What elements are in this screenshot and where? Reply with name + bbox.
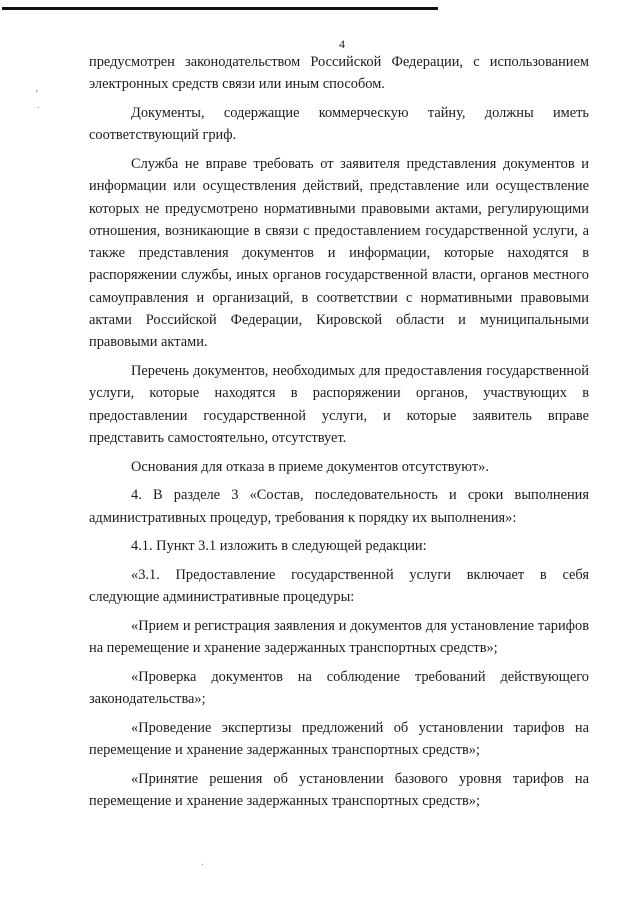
paragraph: «3.1. Предоставление государственной услуги включает в себя следующие административные процедуры: xyxy=(89,566,589,606)
paragraph: «Прием и регистрация заявления и документов для установление тарифов на перемещение и хранение задержанных транспортных средств»; xyxy=(89,617,589,657)
paragraph: предусмотрен законодательством Российской Федерации, с использованием электронных средств связи или иным способом. xyxy=(89,54,589,93)
paragraph: «Принятие решения об установлении базового уровня тарифов на перемещение и хранение задержанных транспортных средств»; xyxy=(89,770,589,810)
page-number: 4 xyxy=(339,37,345,51)
document-body xyxy=(89,51,589,819)
paragraph: Служба не вправе требовать от заявителя представления документов и информации или осуществления действий, представление или осуществление которых не предусмотрено нормативными правовыми актами, регулирующими отношения, возникающие в связи с предоставлением государственной услуги, а также представления документов и информации, которые находятся в распоряжении службы, иных органов государственной власти, органов местного самоуправления и организаций, в соответствии с нормативными правовыми актами Российской Федерации, Кировской области и муниципальными правовыми актами. xyxy=(89,155,589,351)
paragraph: 4.1. Пункт 3.1 изложить в следующей редакции: xyxy=(131,538,427,555)
margin-mark: ' xyxy=(36,89,38,100)
paragraph: «Проверка документов на соблюдение требований действующего законодательства»; xyxy=(89,668,589,708)
paragraph: Документы, содержащие коммерческую тайну, должны иметь соответствующий гриф. xyxy=(89,104,589,144)
paragraph: Перечень документов, необходимых для предоставления государственной услуги, которые находятся в распоряжении органов, участвующих в предоставлении государственной услуги, и которые заявитель вправе представить самостоятельно, отсутствует. xyxy=(89,363,589,446)
paragraph: 4. В разделе 3 «Состав, последовательность и сроки выполнения административных процедур, требования к порядку их выполнения»: xyxy=(89,487,589,526)
margin-mark: . xyxy=(37,100,40,111)
paragraph: Основания для отказа в приеме документов отсутствуют». xyxy=(131,458,489,475)
scan-speck: · xyxy=(201,860,205,871)
top-border-rule xyxy=(2,7,438,10)
paragraph: «Проведение экспертизы предложений об установлении тарифов на перемещение и хранение задержанных транспортных средств»; xyxy=(89,719,589,759)
